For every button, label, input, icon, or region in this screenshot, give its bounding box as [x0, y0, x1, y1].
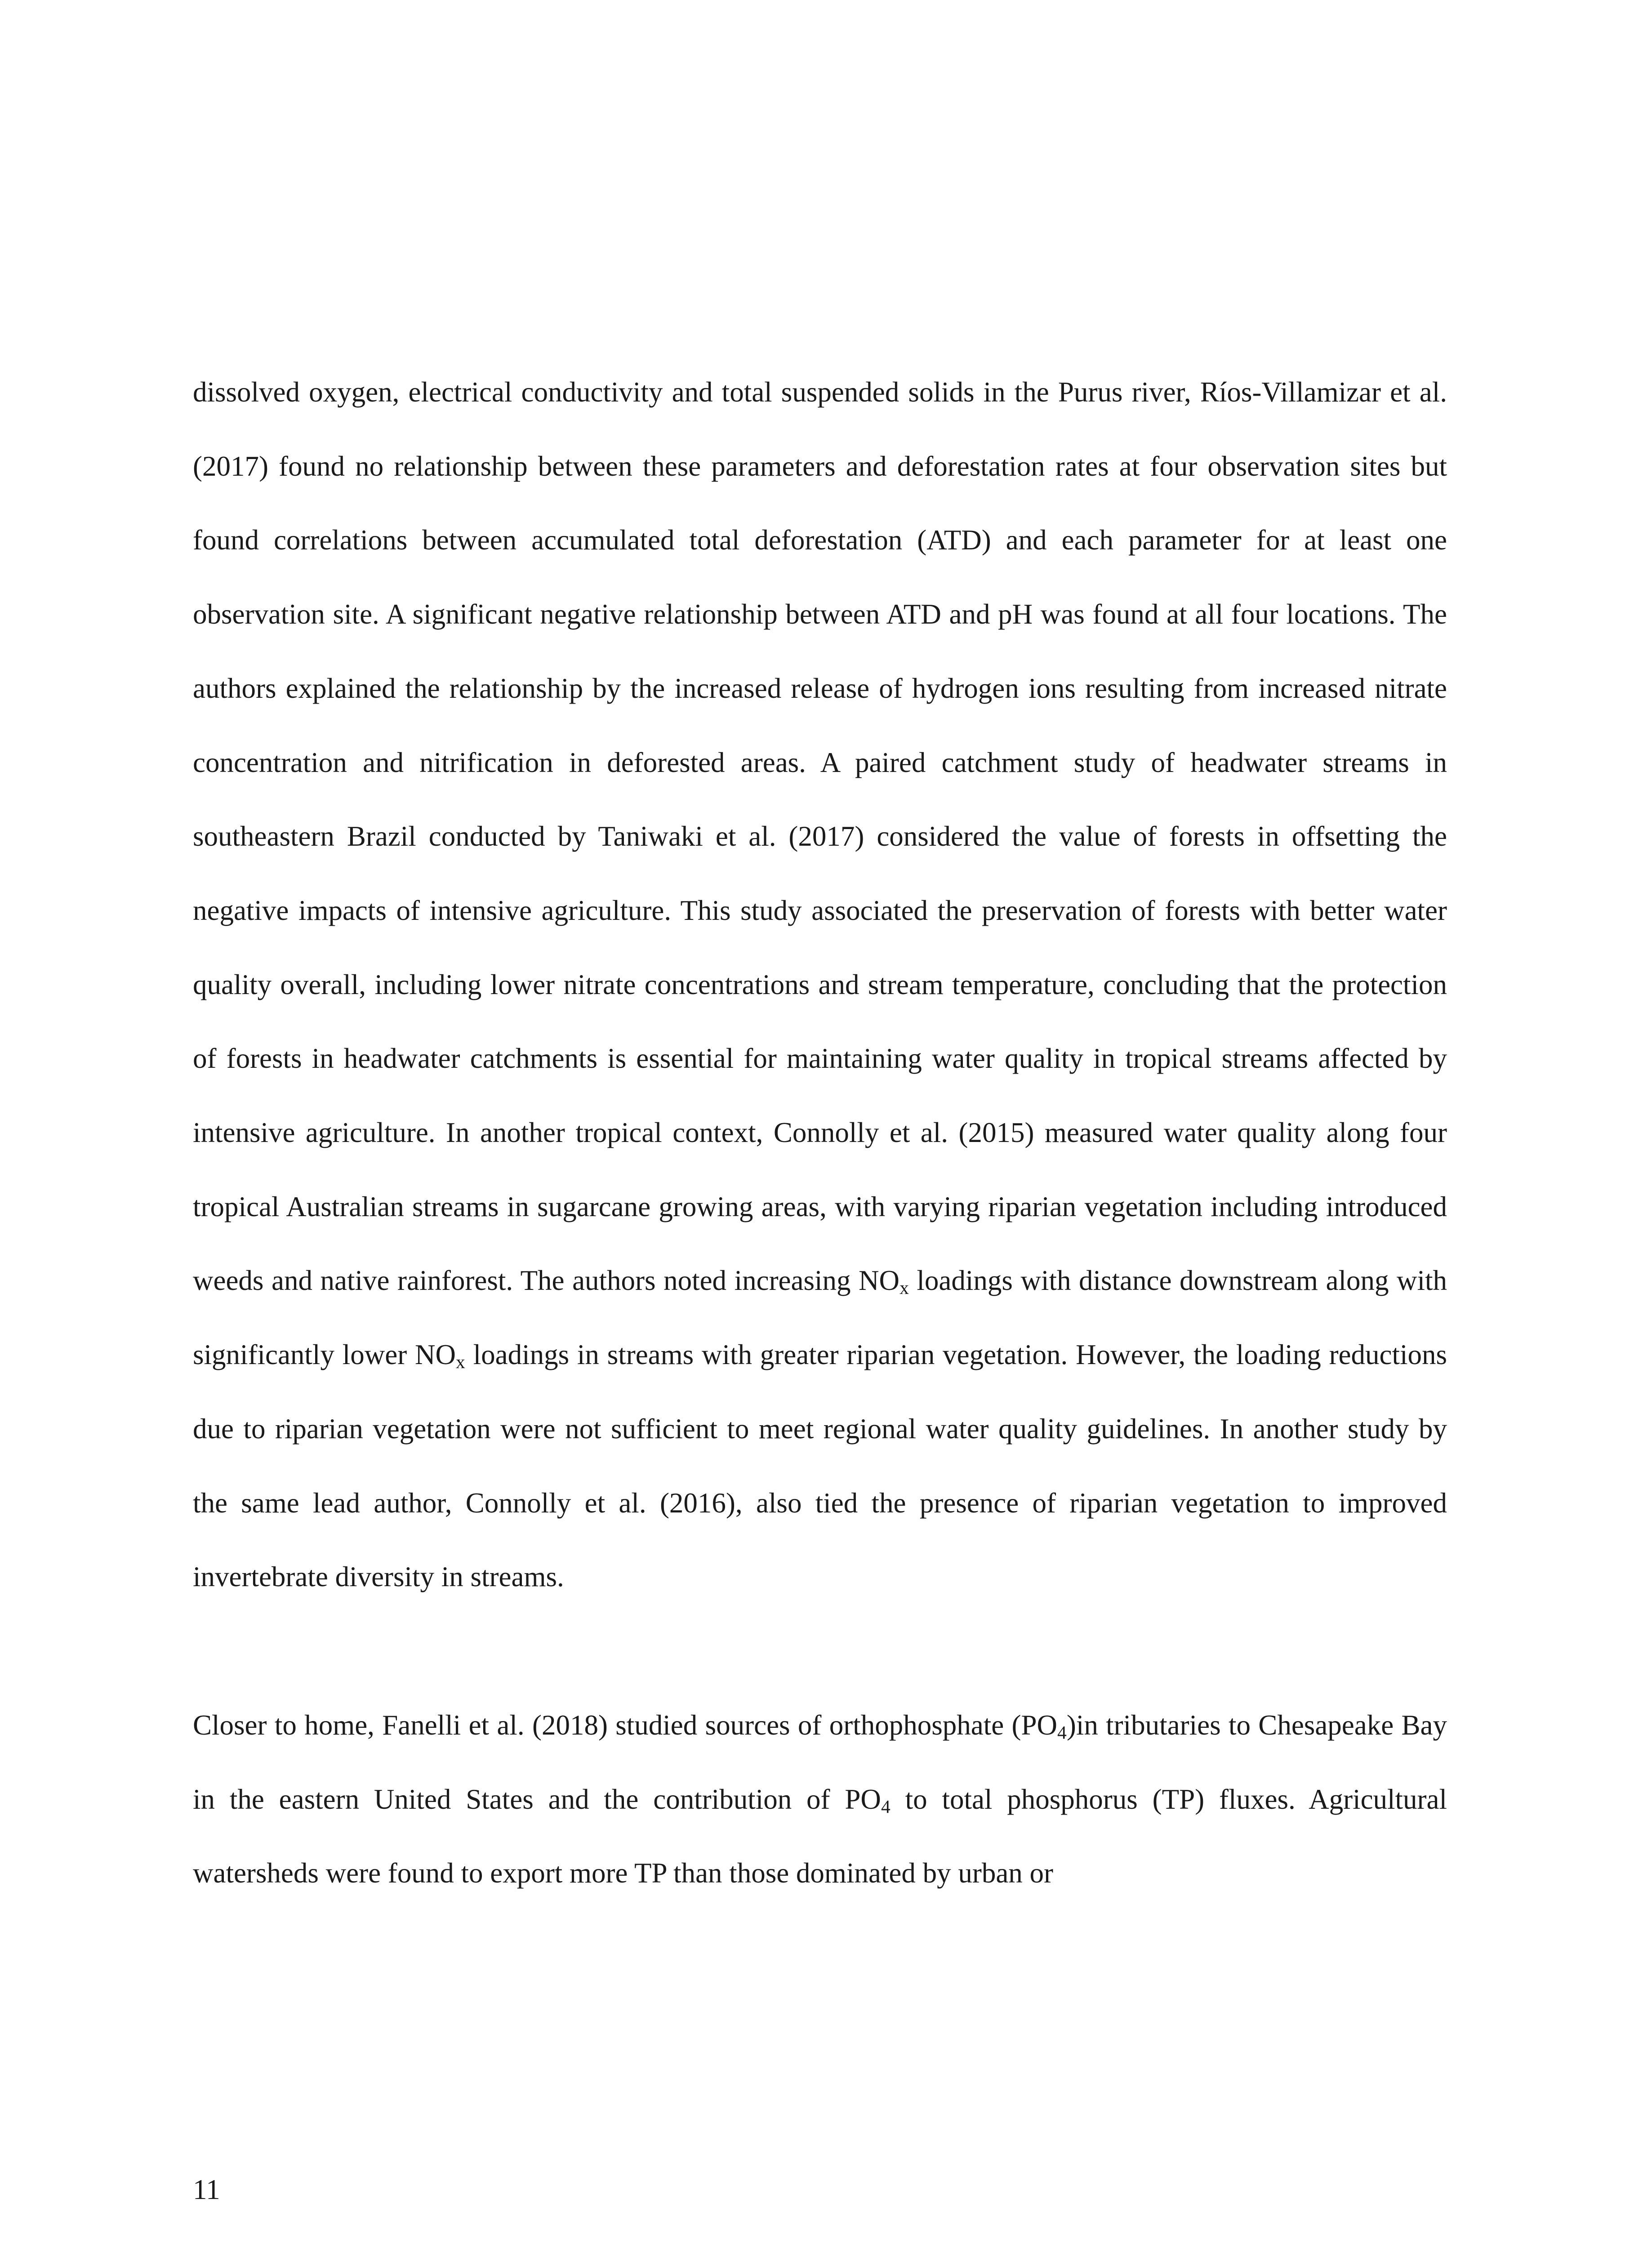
page-body	[193, 355, 1447, 1910]
body-paragraph	[193, 1688, 1447, 1910]
body-paragraph	[193, 355, 1447, 1614]
subscript: x	[456, 1351, 465, 1373]
page-number: 11	[193, 2174, 220, 2205]
paragraph-text: loadings with distance downstream along with significantly lower NO	[193, 1265, 1447, 1371]
paragraph-text: Closer to home, Fanelli et al. (2018) studied sources of orthophosphate (PO	[193, 1709, 1058, 1741]
subscript: 4	[881, 1796, 891, 1817]
paragraph-text: dissolved oxygen, electrical conductivity and total suspended solids in the Purus river, Ríos-Villamizar et al. (2017) found no relationship between these parameters and deforestation rates at four observation sites but found correlations between accumulated total deforestation (ATD) and each parameter for at least one observation site. A significant negative relationship between ATD and pH was found at all four locations. The authors explained the relationship by the increased release of hydrogen ions resulting from increased nitrate concentration and nitrification in deforested areas. A paired catchment study of headwater streams in southeastern Brazil conducted by Taniwaki et al. (2017) considered the value of forests in offsetting the negative impacts of intensive agriculture. This study associated the preservation of forests with better water quality overall, including lower nitrate concentrations and stream temperature, concluding that the protection of forests in headwater catchments is essential for maintaining water quality in tropical streams affected by intensive agriculture. In another tropical context, Connolly et al. (2015) measured water quality along four tropical Australian streams in sugarcane growing areas, with varying riparian vegetation including introduced weeds and native rainforest. The authors noted increasing NO	[193, 376, 1447, 1297]
subscript: 4	[1057, 1722, 1067, 1743]
subscript: x	[899, 1277, 909, 1298]
paragraph-text: )in tributaries to Chesapeake Bay in the eastern United States and the contribution of PO	[193, 1709, 1447, 1815]
paragraph-text: to total phosphorus (TP) fluxes. Agricultural watersheds were found to export more TP than those dominated by urban or	[193, 1783, 1447, 1889]
paragraph-text: loadings in streams with greater riparian vegetation. However, the loading reductions due to riparian vegetation were not sufficient to meet regional water quality guidelines. In another study by the same lead author, Connolly et al. (2016), also tied the presence of riparian vegetation to improved invertebrate diversity in streams.	[193, 1339, 1447, 1593]
